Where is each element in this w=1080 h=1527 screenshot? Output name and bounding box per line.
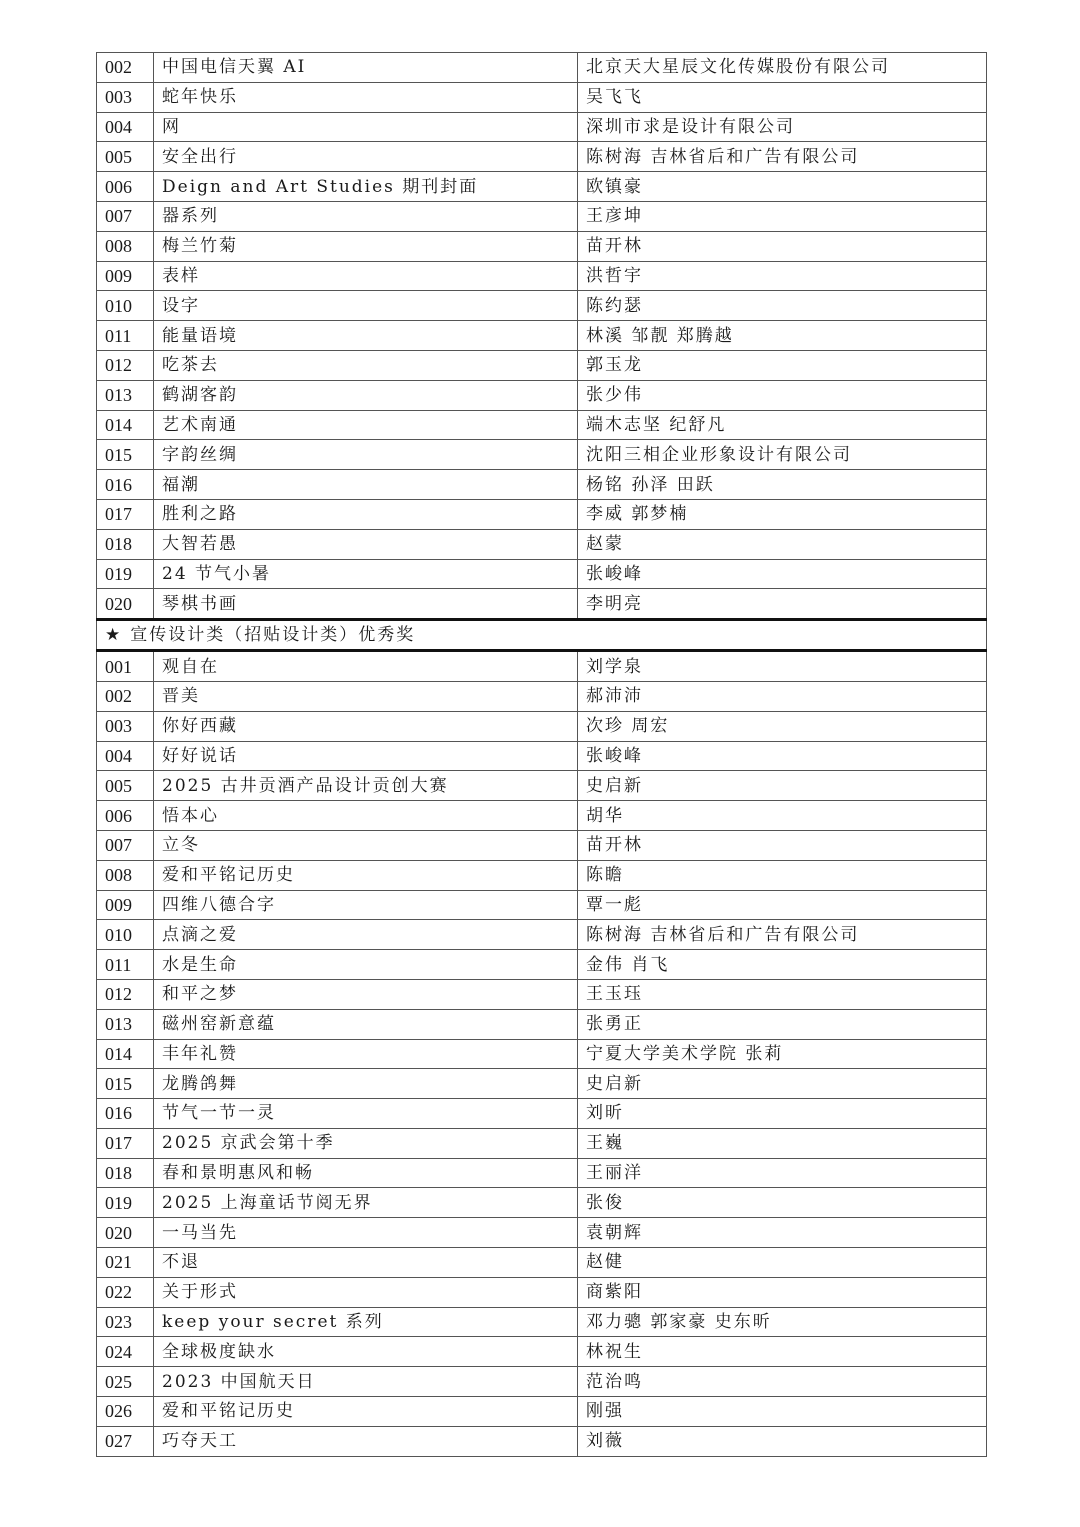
table-row — [97, 231, 987, 261]
table-row — [97, 380, 987, 410]
entry-title: keep your secret 系列 — [154, 1307, 578, 1337]
entry-author: 郭玉龙 — [578, 350, 987, 380]
entry-number: 024 — [97, 1337, 154, 1367]
award-table-body — [97, 53, 987, 1457]
table-row — [97, 979, 987, 1009]
entry-title: 中国电信天翼 AI — [154, 53, 578, 83]
entry-title: 四维八德合字 — [154, 890, 578, 920]
table-row — [97, 440, 987, 470]
entry-author: 陈瞻 — [578, 860, 987, 890]
entry-author: 王巍 — [578, 1128, 987, 1158]
entry-title: 24 节气小暑 — [154, 559, 578, 589]
entry-author: 张俊 — [578, 1188, 987, 1218]
entry-title: 鹤湖客韵 — [154, 380, 578, 410]
entry-title: 不退 — [154, 1248, 578, 1278]
entry-author: 张勇正 — [578, 1009, 987, 1039]
table-row — [97, 142, 987, 172]
entry-number: 009 — [97, 261, 154, 291]
entry-title: 表样 — [154, 261, 578, 291]
table-row — [97, 801, 987, 831]
entry-title: 能量语境 — [154, 321, 578, 351]
entry-title: 磁州窑新意蕴 — [154, 1009, 578, 1039]
entry-title: 和平之梦 — [154, 979, 578, 1009]
entry-title: 蛇年快乐 — [154, 82, 578, 112]
entry-number: 016 — [97, 470, 154, 500]
entry-author: 刘学泉 — [578, 651, 987, 682]
table-row — [97, 559, 987, 589]
entry-title: 晋美 — [154, 681, 578, 711]
entry-title: 春和景明惠风和畅 — [154, 1158, 578, 1188]
entry-title: 节气一节一灵 — [154, 1099, 578, 1129]
table-row — [97, 201, 987, 231]
entry-author: 林祝生 — [578, 1337, 987, 1367]
entry-number: 027 — [97, 1426, 154, 1456]
entry-author: 沈阳三相企业形象设计有限公司 — [578, 440, 987, 470]
table-row — [97, 920, 987, 950]
table-row — [97, 681, 987, 711]
entry-number: 003 — [97, 82, 154, 112]
entry-title: 悟本心 — [154, 801, 578, 831]
entry-author: 宁夏大学美术学院 张莉 — [578, 1039, 987, 1069]
entry-number: 021 — [97, 1248, 154, 1278]
table-row — [97, 860, 987, 890]
entry-title: 琴棋书画 — [154, 589, 578, 620]
table-row — [97, 950, 987, 980]
entry-title: 安全出行 — [154, 142, 578, 172]
table-row — [97, 350, 987, 380]
table-row — [97, 1069, 987, 1099]
entry-number: 025 — [97, 1367, 154, 1397]
entry-title: 2023 中国航天日 — [154, 1367, 578, 1397]
table-row — [97, 1426, 987, 1456]
table-row — [97, 771, 987, 801]
entry-author: 张峻峰 — [578, 559, 987, 589]
entry-author: 袁朝辉 — [578, 1218, 987, 1248]
table-row — [97, 1188, 987, 1218]
entry-number: 014 — [97, 1039, 154, 1069]
entry-author: 刘薇 — [578, 1426, 987, 1456]
entry-author: 邓力骢 郭家豪 史东昕 — [578, 1307, 987, 1337]
entry-author: 李明亮 — [578, 589, 987, 620]
entry-number: 010 — [97, 920, 154, 950]
entry-number: 012 — [97, 350, 154, 380]
entry-author: 深圳市求是设计有限公司 — [578, 112, 987, 142]
table-row — [97, 1248, 987, 1278]
entry-number: 015 — [97, 1069, 154, 1099]
table-row — [97, 651, 987, 682]
document-page — [96, 52, 986, 1457]
entry-number: 016 — [97, 1099, 154, 1129]
table-row — [97, 112, 987, 142]
table-row — [97, 1009, 987, 1039]
entry-title: 梅兰竹菊 — [154, 231, 578, 261]
table-row — [97, 261, 987, 291]
entry-title: 好好说话 — [154, 741, 578, 771]
table-row — [97, 1158, 987, 1188]
entry-number: 022 — [97, 1277, 154, 1307]
entry-author: 陈树海 吉林省后和广告有限公司 — [578, 142, 987, 172]
table-row — [97, 1039, 987, 1069]
entry-title: 丰年礼赞 — [154, 1039, 578, 1069]
entry-author: 史启新 — [578, 771, 987, 801]
table-row — [97, 529, 987, 559]
entry-number: 004 — [97, 112, 154, 142]
entry-author: 欧镇豪 — [578, 172, 987, 202]
entry-title: 水是生命 — [154, 950, 578, 980]
entry-author: 北京天大星辰文化传媒股份有限公司 — [578, 53, 987, 83]
table-row — [97, 499, 987, 529]
entry-title: 观自在 — [154, 651, 578, 682]
table-row — [97, 589, 987, 620]
entry-author: 次珍 周宏 — [578, 711, 987, 741]
award-table — [96, 52, 987, 1457]
section-title: 宣传设计类（招贴设计类）优秀奖 — [130, 625, 416, 646]
entry-author: 陈约瑟 — [578, 291, 987, 321]
entry-title: 设字 — [154, 291, 578, 321]
table-row — [97, 890, 987, 920]
entry-author: 张峻峰 — [578, 741, 987, 771]
entry-title: 2025 上海童话节阅无界 — [154, 1188, 578, 1218]
entry-author: 陈树海 吉林省后和广告有限公司 — [578, 920, 987, 950]
entry-number: 017 — [97, 1128, 154, 1158]
entry-author: 赵蒙 — [578, 529, 987, 559]
entry-title: 吃茶去 — [154, 350, 578, 380]
entry-number: 012 — [97, 979, 154, 1009]
entry-title: 大智若愚 — [154, 529, 578, 559]
table-row — [97, 1397, 987, 1427]
entry-number: 011 — [97, 321, 154, 351]
entry-number: 020 — [97, 589, 154, 620]
entry-number: 019 — [97, 1188, 154, 1218]
table-row — [97, 410, 987, 440]
table-row — [97, 1128, 987, 1158]
entry-number: 026 — [97, 1397, 154, 1427]
table-row — [97, 1277, 987, 1307]
table-row — [97, 830, 987, 860]
entry-author: 洪哲宇 — [578, 261, 987, 291]
entry-number: 008 — [97, 860, 154, 890]
entry-author: 端木志坚 纪舒凡 — [578, 410, 987, 440]
entry-author: 赵健 — [578, 1248, 987, 1278]
table-row — [97, 711, 987, 741]
section-header-row — [97, 620, 987, 651]
entry-number: 009 — [97, 890, 154, 920]
entry-title: 胜利之路 — [154, 499, 578, 529]
entry-title: 龙腾鸽舞 — [154, 1069, 578, 1099]
entry-title: 全球极度缺水 — [154, 1337, 578, 1367]
entry-author: 苗开林 — [578, 830, 987, 860]
entry-title: 艺术南通 — [154, 410, 578, 440]
entry-author: 金伟 肖飞 — [578, 950, 987, 980]
entry-title: 爱和平铭记历史 — [154, 1397, 578, 1427]
entry-number: 007 — [97, 830, 154, 860]
entry-number: 007 — [97, 201, 154, 231]
entry-title: 巧夺天工 — [154, 1426, 578, 1456]
table-row — [97, 53, 987, 83]
entry-number: 018 — [97, 1158, 154, 1188]
entry-title: 立冬 — [154, 830, 578, 860]
entry-number: 023 — [97, 1307, 154, 1337]
entry-number: 018 — [97, 529, 154, 559]
entry-number: 011 — [97, 950, 154, 980]
table-row — [97, 82, 987, 112]
entry-number: 004 — [97, 741, 154, 771]
table-row — [97, 291, 987, 321]
table-row — [97, 1099, 987, 1129]
entry-author: 林溪 邹靓 郑腾越 — [578, 321, 987, 351]
entry-author: 刘昕 — [578, 1099, 987, 1129]
entry-author: 王玉珏 — [578, 979, 987, 1009]
entry-author: 刚强 — [578, 1397, 987, 1427]
entry-number: 005 — [97, 142, 154, 172]
table-row — [97, 1218, 987, 1248]
entry-number: 013 — [97, 380, 154, 410]
entry-number: 017 — [97, 499, 154, 529]
table-row — [97, 741, 987, 771]
entry-number: 020 — [97, 1218, 154, 1248]
entry-author: 王彦坤 — [578, 201, 987, 231]
entry-title: 2025 古井贡酒产品设计贡创大赛 — [154, 771, 578, 801]
entry-number: 008 — [97, 231, 154, 261]
entry-number: 006 — [97, 172, 154, 202]
entry-author: 史启新 — [578, 1069, 987, 1099]
entry-number: 002 — [97, 53, 154, 83]
entry-author: 李威 郭梦楠 — [578, 499, 987, 529]
entry-author: 郝沛沛 — [578, 681, 987, 711]
table-row — [97, 1307, 987, 1337]
table-row — [97, 470, 987, 500]
entry-title: 网 — [154, 112, 578, 142]
entry-title: Deign and Art Studies 期刊封面 — [154, 172, 578, 202]
table-row — [97, 172, 987, 202]
section-header — [97, 620, 987, 651]
entry-title: 爱和平铭记历史 — [154, 860, 578, 890]
entry-author: 覃一彪 — [578, 890, 987, 920]
table-row — [97, 1337, 987, 1367]
entry-title: 福潮 — [154, 470, 578, 500]
entry-author: 王丽洋 — [578, 1158, 987, 1188]
entry-author: 杨铭 孙泽 田跃 — [578, 470, 987, 500]
entry-number: 006 — [97, 801, 154, 831]
entry-title: 字韵丝绸 — [154, 440, 578, 470]
entry-number: 005 — [97, 771, 154, 801]
entry-author: 吴飞飞 — [578, 82, 987, 112]
entry-title: 点滴之爱 — [154, 920, 578, 950]
entry-number: 010 — [97, 291, 154, 321]
table-row — [97, 1367, 987, 1397]
entry-author: 胡华 — [578, 801, 987, 831]
entry-number: 015 — [97, 440, 154, 470]
entry-title: 关于形式 — [154, 1277, 578, 1307]
entry-author: 范治鸣 — [578, 1367, 987, 1397]
table-row — [97, 321, 987, 351]
entry-number: 001 — [97, 651, 154, 682]
entry-title: 一马当先 — [154, 1218, 578, 1248]
entry-number: 013 — [97, 1009, 154, 1039]
entry-title: 器系列 — [154, 201, 578, 231]
entry-author: 张少伟 — [578, 380, 987, 410]
entry-number: 019 — [97, 559, 154, 589]
entry-author: 商紫阳 — [578, 1277, 987, 1307]
entry-author: 苗开林 — [578, 231, 987, 261]
star-icon: ★ — [105, 625, 123, 646]
entry-number: 014 — [97, 410, 154, 440]
entry-number: 002 — [97, 681, 154, 711]
entry-title: 2025 京武会第十季 — [154, 1128, 578, 1158]
entry-title: 你好西藏 — [154, 711, 578, 741]
entry-number: 003 — [97, 711, 154, 741]
